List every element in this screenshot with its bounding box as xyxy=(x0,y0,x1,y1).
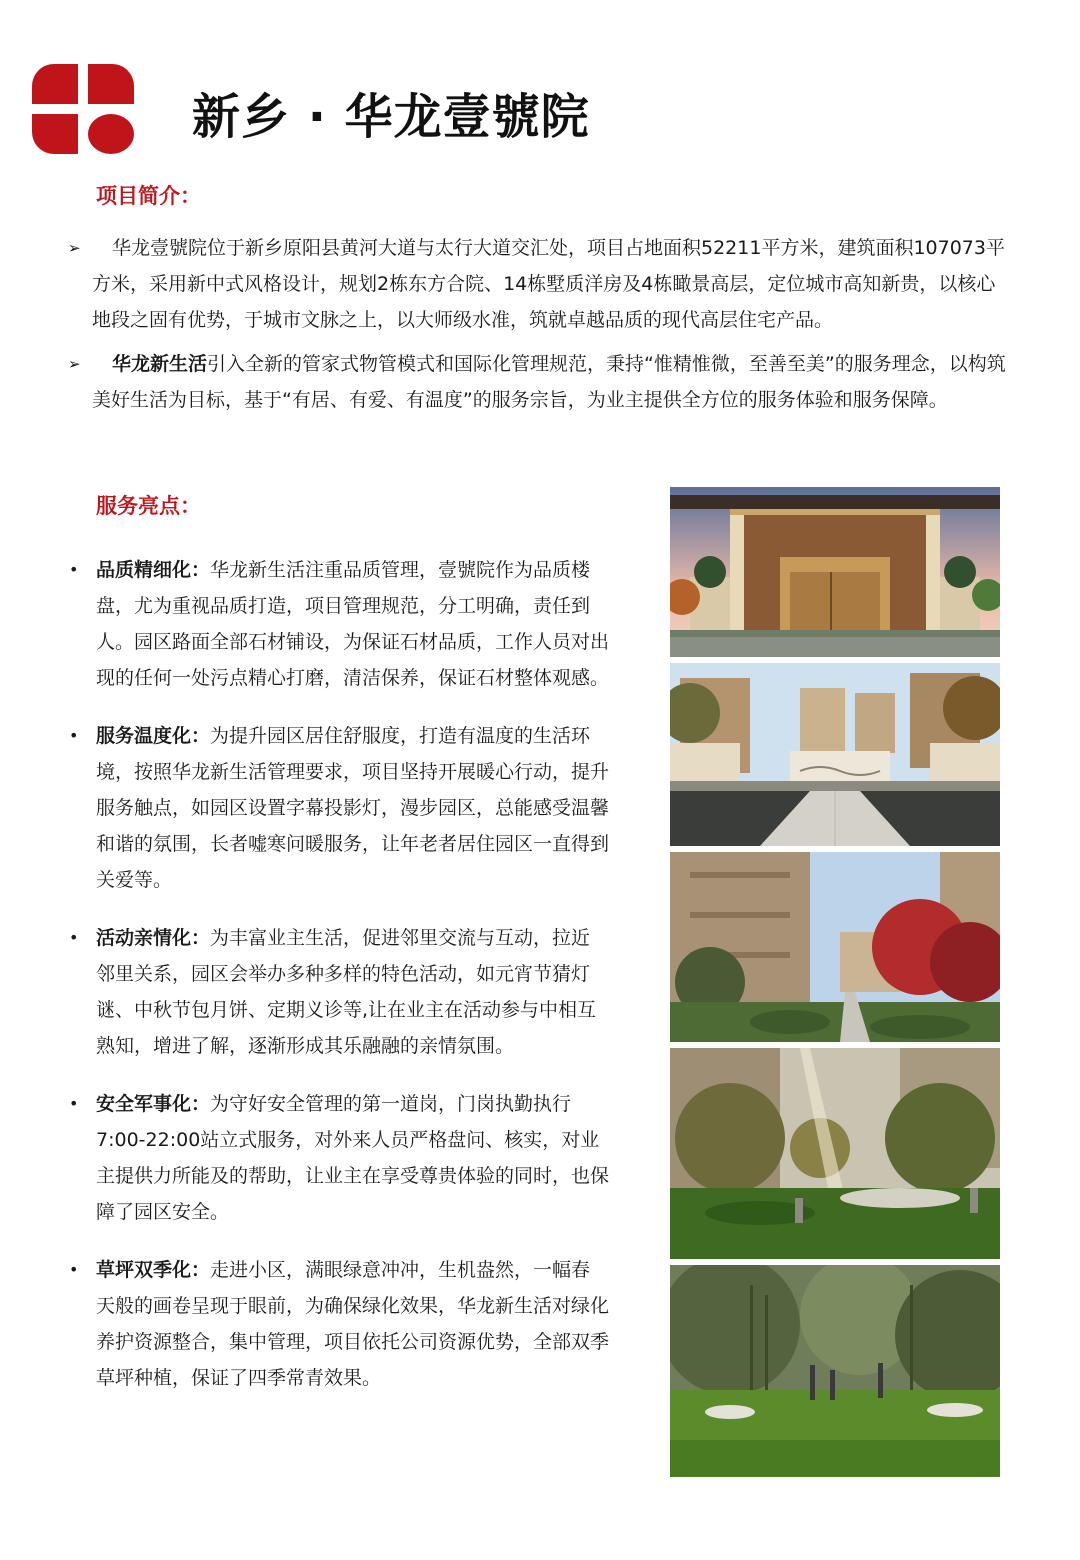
highlight-item xyxy=(64,1086,609,1230)
highlight-text: 为守好安全管理的第一道岗，门岗执勤执行7:00-22:00站立式服务，对外来人员严格盘问、核实，对业主提供力所能及的帮助，让业主在享受尊贵体验的同时，也保障了园区安全。 xyxy=(96,1093,610,1223)
bullet-dot-icon: • xyxy=(69,928,79,947)
highlight-label: 活动亲情化： xyxy=(96,927,211,949)
highlight-text: 华龙新生活注重品质管理，壹號院作为品质楼盘，尤为重视品质打造，项目管理规范，分工明确，责任到人。园区路面全部石材铺设，为保证石材品质，工作人员对出现的任何一处污点精心打磨，清洁保养，保证石材整体观感。 xyxy=(96,559,610,689)
highlight-item xyxy=(64,718,609,898)
highlight-text: 走进小区，满眼绿意冲冲，生机盎然，一幅春天般的画卷呈现于眼前，为确保绿化效果，华龙新生活对绿化养护资源整合，集中管理，项目依托公司资源优势，全部双季草坪种植，保证了四季常青效果。 xyxy=(96,1259,610,1389)
bullet-dot-icon: • xyxy=(69,726,79,745)
bullet-dot-icon: • xyxy=(69,560,79,579)
highlight-item xyxy=(64,552,609,696)
water-courtyard-photo xyxy=(670,663,1000,846)
intro-paragraph xyxy=(64,346,1009,418)
garden-path-photo xyxy=(670,852,1000,1042)
bullet-dot-icon: • xyxy=(69,1094,79,1113)
intro-text: 华龙壹號院位于新乡原阳县黄河大道与太行大道交汇处，项目占地面积52211平方米，建筑面积107073平方米，采用新中式风格设计，规划2栋东方合院、14栋墅质洋房及4栋瞰景高层，定位城市高知新贵，以核心地段之固有优势，于城市文脉之上，以大师级水准，筑就卓越品质的现代高层住宅产品。 xyxy=(92,237,1005,331)
bamboo-lawn-photo xyxy=(670,1265,1000,1477)
intro-text: 引入全新的管家式物管模式和国际化管理规范，秉持“惟精惟微，至善至美”的服务理念，以构筑美好生活为目标，基于“有居、有爱、有温度”的服务宗旨，为业主提供全方位的服务体验和服务保障。 xyxy=(92,353,1006,411)
highlight-label: 服务温度化： xyxy=(96,725,211,747)
highlight-label: 品质精细化： xyxy=(96,559,211,581)
highlight-text: 为丰富业主生活，促进邻里交流与互动，拉近邻里关系，园区会举办多种多样的特色活动，如元宵节猜灯谜、中秋节包月饼、定期义诊等,让在业主在活动参与中相互熟知，增进了解，逐渐形成其乐融融的亲情氛围。 xyxy=(96,927,597,1057)
highlight-label: 草坪双季化： xyxy=(96,1259,211,1281)
highlight-text: 为提升园区居住舒服度，打造有温度的生活环境，按照华龙新生活管理要求，项目坚持开展暖心行动，提升服务触点，如园区设置字幕投影灯，漫步园区，总能感受温馨和谐的氛围，长者嘘寒问暖服务，让年老者居住园区一直得到关爱等。 xyxy=(96,725,610,891)
highlight-label: 安全军事化： xyxy=(96,1093,211,1115)
highlights-heading: 服务亮点： xyxy=(96,494,201,518)
intro-list xyxy=(64,230,1009,426)
intro-paragraph xyxy=(64,230,1009,338)
arrow-bullet-icon: ➢ xyxy=(68,355,81,373)
brand-logo-icon xyxy=(32,64,134,154)
highlight-item xyxy=(64,1252,609,1396)
arrow-bullet-icon: ➢ xyxy=(68,239,81,257)
highlights-list xyxy=(64,552,609,1418)
intro-bold-lead: 华龙新生活 xyxy=(112,353,208,375)
intro-heading: 项目简介： xyxy=(96,184,201,208)
page-title: 新乡 · 华龙壹號院 xyxy=(192,89,590,145)
entrance-gate-photo xyxy=(670,487,1000,657)
highlight-item xyxy=(64,920,609,1064)
photo-column xyxy=(670,487,1000,1483)
lawn-sunlight-photo xyxy=(670,1048,1000,1259)
bullet-dot-icon: • xyxy=(69,1260,79,1279)
